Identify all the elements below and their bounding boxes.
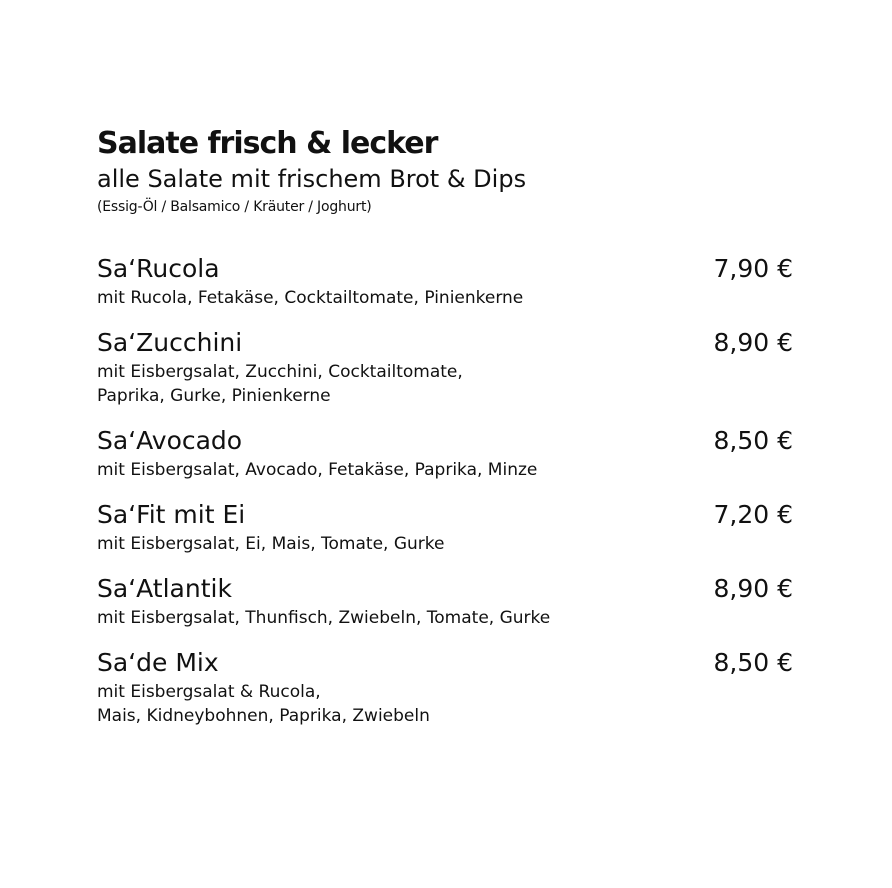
menu-item-name: Sa‘Atlantik (97, 574, 232, 603)
menu-item-header (97, 574, 793, 604)
menu-item-description (97, 360, 793, 408)
menu-item-name: Sa‘Fit mit Ei (97, 500, 246, 529)
salad-menu (97, 126, 793, 746)
description-line: mit Eisbergsalat, Avocado, Fetakäse, Paprika, Minze (97, 460, 538, 480)
menu-item-price: 7,20 € (713, 500, 793, 529)
menu-item-header (97, 500, 793, 530)
menu-item-de-mix (97, 648, 793, 728)
menu-item-description (97, 680, 793, 728)
menu-item-price: 7,90 € (713, 254, 793, 283)
menu-item-header (97, 426, 793, 456)
description-line: mit Eisbergsalat & Rucola, (97, 682, 321, 702)
dressing-note: (Essig-Öl / Balsamico / Kräuter / Joghurt) (97, 199, 372, 215)
menu-item-header (97, 254, 793, 284)
description-line: Paprika, Gurke, Pinienkerne (97, 386, 331, 406)
menu-item-description (97, 286, 793, 310)
menu-item-name: Sa‘Rucola (97, 254, 220, 283)
menu-item-description (97, 606, 793, 630)
menu-item-avocado (97, 426, 793, 482)
menu-item-price: 8,90 € (713, 328, 793, 357)
menu-items (97, 254, 793, 728)
menu-title: Salate frisch & lecker (97, 126, 438, 161)
description-line: Mais, Kidneybohnen, Paprika, Zwiebeln (97, 706, 430, 726)
description-line: mit Eisbergsalat, Thunfisch, Zwiebeln, Tomate, Gurke (97, 608, 551, 628)
menu-item-name: Sa‘de Mix (97, 648, 219, 677)
menu-item-price: 8,50 € (713, 648, 793, 677)
menu-subtitle: alle Salate mit frischem Brot & Dips (97, 165, 527, 193)
menu-item-name: Sa‘Zucchini (97, 328, 243, 357)
menu-item-header (97, 328, 793, 358)
description-line: mit Eisbergsalat, Ei, Mais, Tomate, Gurke (97, 534, 445, 554)
menu-item-fit-mit-ei (97, 500, 793, 556)
menu-item-header (97, 648, 793, 678)
menu-item-price: 8,90 € (713, 574, 793, 603)
menu-item-zucchini (97, 328, 793, 408)
menu-item-atlantik (97, 574, 793, 630)
menu-item-description (97, 458, 793, 482)
description-line: mit Eisbergsalat, Zucchini, Cocktailtomate, (97, 362, 463, 382)
description-line: mit Rucola, Fetakäse, Cocktailtomate, Pinienkerne (97, 288, 524, 308)
menu-item-description (97, 532, 793, 556)
menu-item-price: 8,50 € (713, 426, 793, 455)
menu-item-rucola (97, 254, 793, 310)
menu-item-name: Sa‘Avocado (97, 426, 243, 455)
